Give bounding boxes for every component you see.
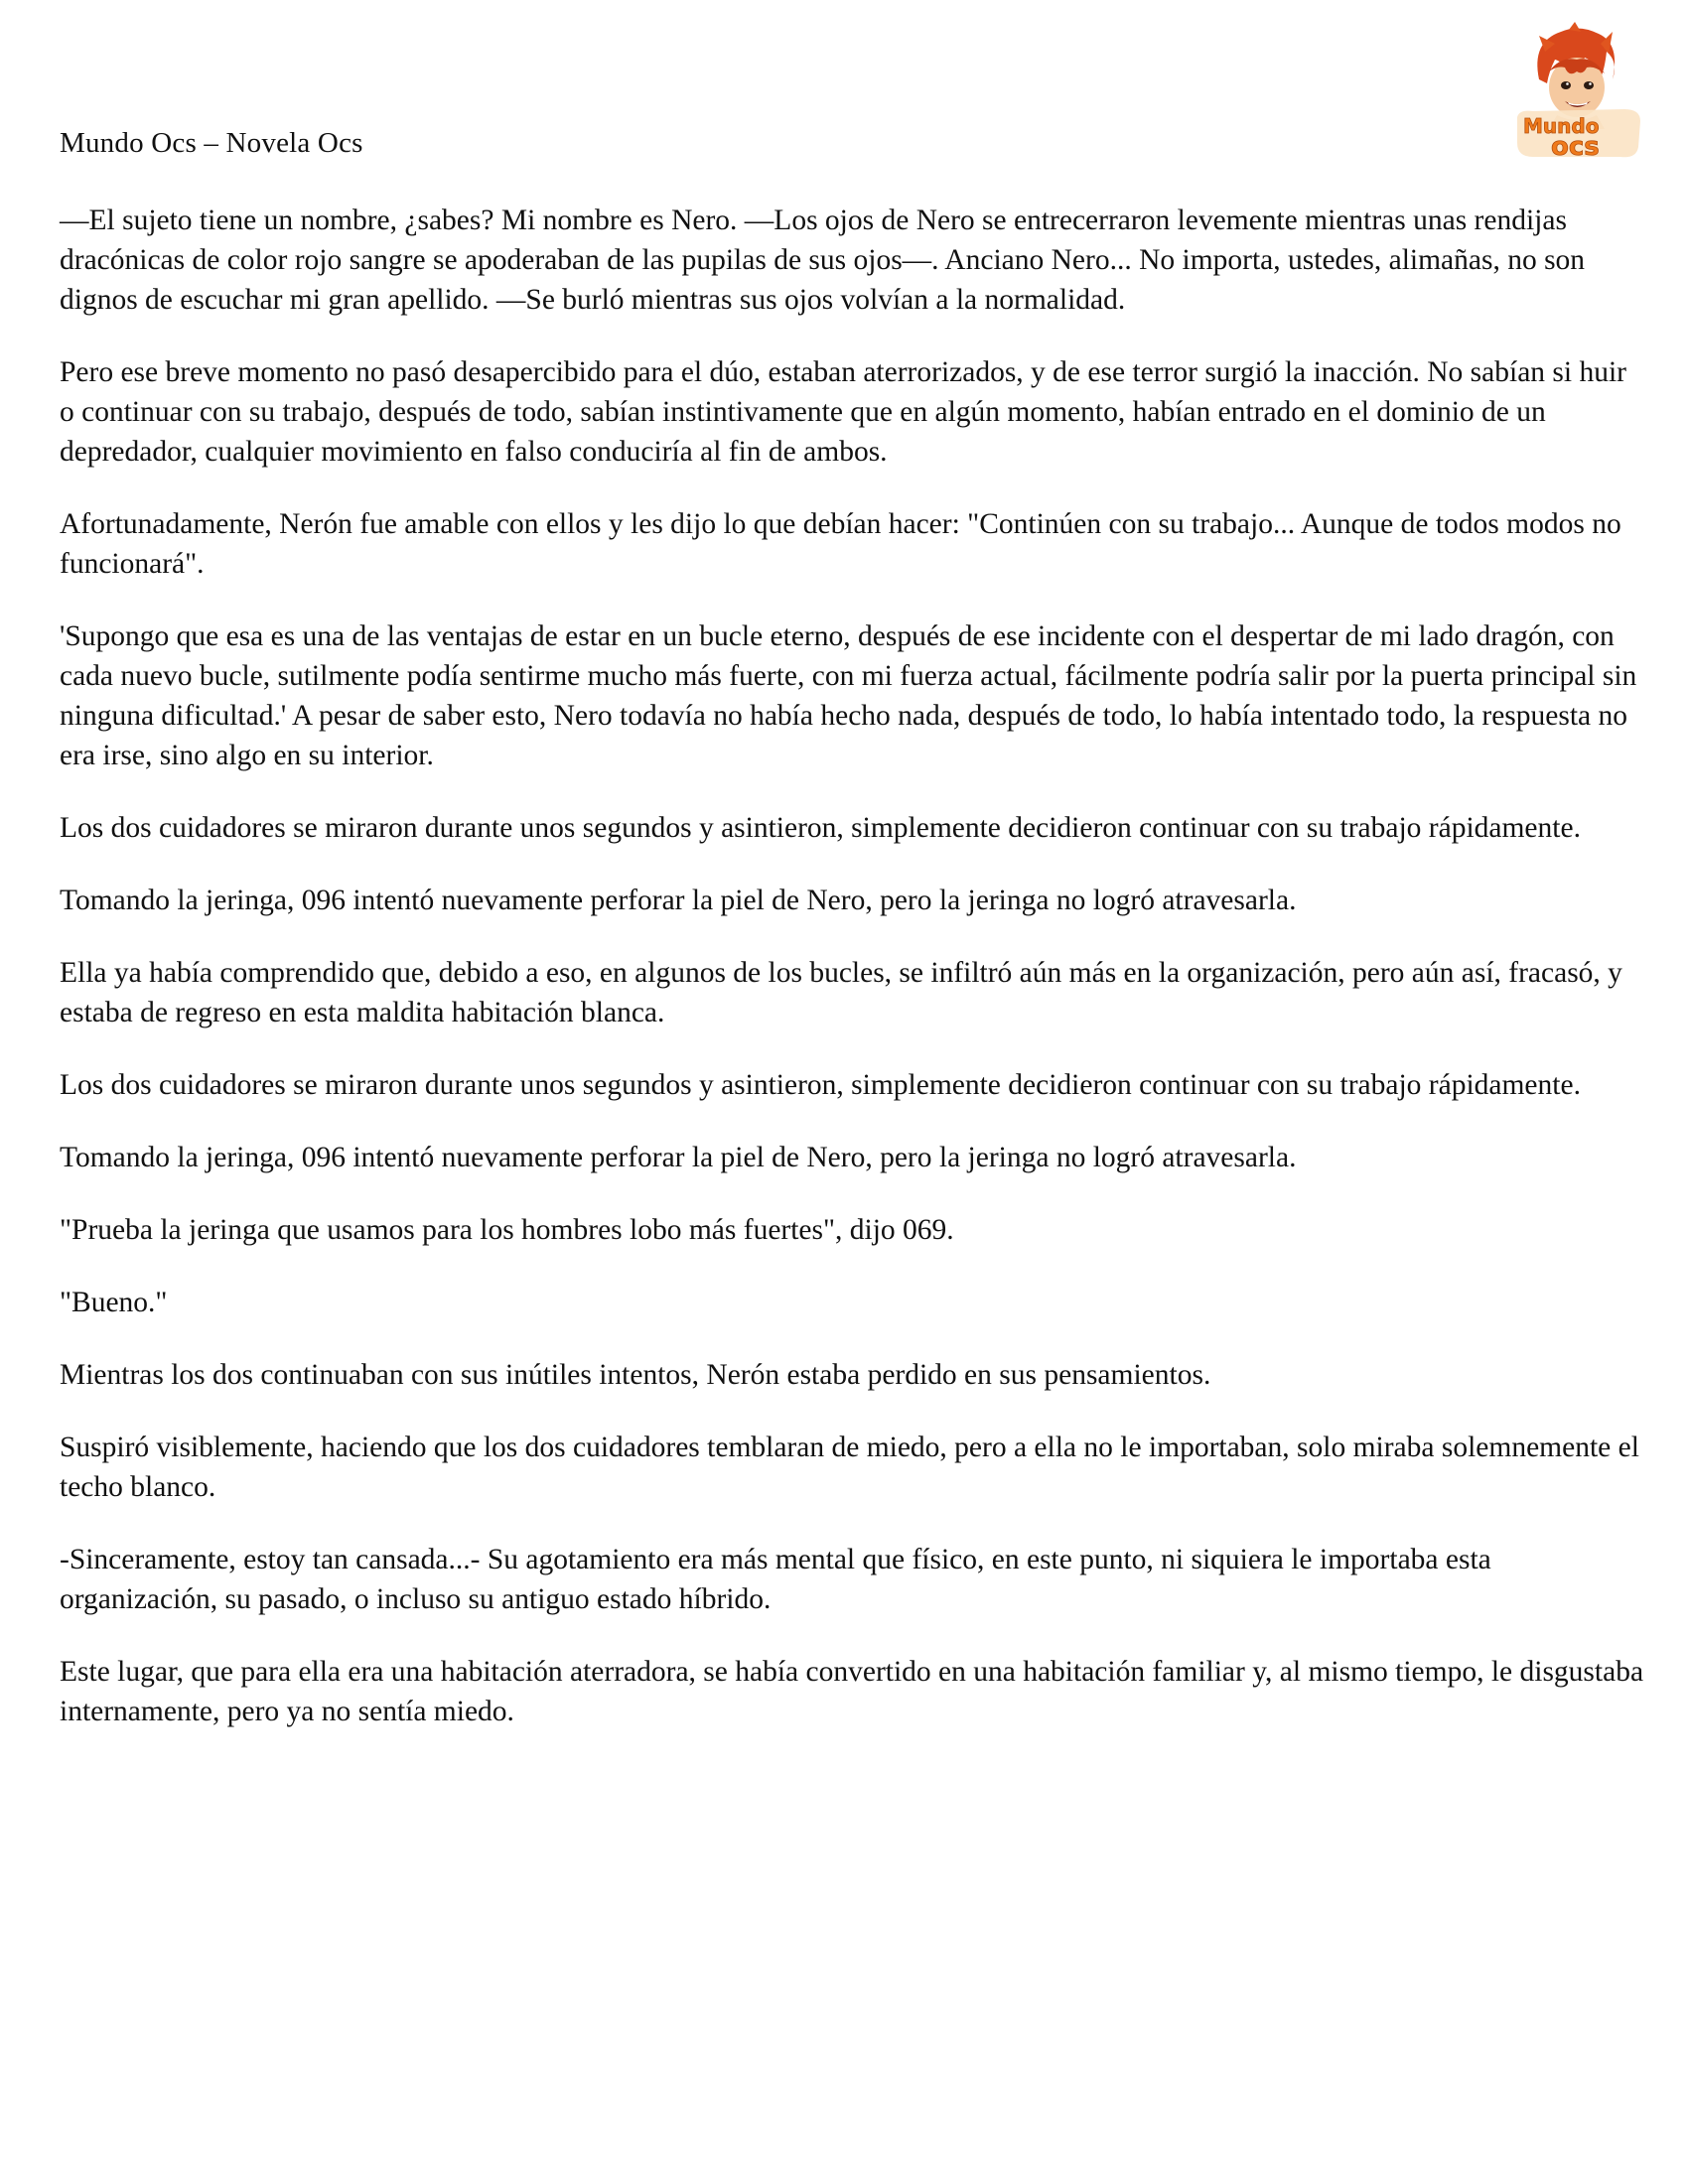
document-body (60, 201, 1648, 1764)
paragraph: Los dos cuidadores se miraron durante unos segundos y asintieron, simplemente decidieron continuar con su trabajo rápidamente. (60, 812, 1581, 844)
paragraph: Ella ya había comprendido que, debido a eso, en algunos de los bucles, se infiltró aún más en la organización, pero aún así, fracasó, y estaba de regreso en esta maldita habitación blanca. (60, 957, 1622, 1028)
paragraph: "Prueba la jeringa que usamos para los hombres lobo más fuertes", dijo 069. (60, 1214, 954, 1246)
paragraph: Pero ese breve momento no pasó desapercibido para el dúo, estaban aterrorizados, y de ese terror surgió la inacción. No sabían si huir o continuar con su trabajo, después de todo, sabían instintivamente que en algún momento, habían entrado en el dominio de un depredador, cualquier movimiento en falso conduciría al fin de ambos. (60, 356, 1626, 468)
paragraph: —El sujeto tiene un nombre, ¿sabes? Mi nombre es Nero. —Los ojos de Nero se entrecerraron levemente mientras unas rendijas dracónicas de color rojo sangre se apoderaban de las pupilas de sus ojos—. Anciano Nero... No importa, ustedes, alimañas, no son dignos de escuchar mi gran apellido. —Se burló mientras sus ojos volvían a la normalidad. (60, 205, 1586, 316)
paragraph: 'Supongo que esa es una de las ventajas de estar en un bucle eterno, después de ese incidente con el despertar de mi lado dragón, con cada nuevo bucle, sutilmente podía sentirme mucho más fuerte, con mi fuerza actual, fácilmente podría salir por la puerta principal sin ninguna dificultad.' A pesar de saber esto, Nero todavía no había hecho nada, después de todo, lo había intentado todo, la respuesta no era irse, sino algo en su interior. (60, 620, 1637, 771)
paragraph: "Bueno." (60, 1287, 168, 1318)
svg-text:ocs: ocs (1551, 132, 1600, 161)
mundo-ocs-logo (1509, 22, 1646, 161)
paragraph: Suspiró visiblemente, haciendo que los dos cuidadores temblaran de miedo, pero a ella no le importaban, solo miraba solemnemente el techo blanco. (60, 1432, 1639, 1503)
page-header: Mundo Ocs – Novela Ocs (60, 127, 363, 159)
svg-text:Mundo: Mundo (1523, 114, 1600, 138)
paragraph: Afortunadamente, Nerón fue amable con ellos y les dijo lo que debían hacer: "Continúen con su trabajo... Aunque de todos modos no funcionará". (60, 508, 1621, 580)
paragraph: -Sinceramente, estoy tan cansada...- Su agotamiento era más mental que físico, en este punto, ni siquiera le importaba esta organización, su pasado, o incluso su antiguo estado híbrido. (60, 1544, 1491, 1615)
paragraph: Este lugar, que para ella era una habitación aterradora, se había convertido en una habitación familiar y, al mismo tiempo, le disgustaba internamente, pero ya no sentía miedo. (60, 1656, 1644, 1727)
paragraph: Los dos cuidadores se miraron durante unos segundos y asintieron, simplemente decidieron continuar con su trabajo rápidamente. (60, 1069, 1581, 1101)
paragraph: Mientras los dos continuaban con sus inútiles intentos, Nerón estaba perdido en sus pensamientos. (60, 1359, 1211, 1391)
mascot-icon (1509, 22, 1646, 161)
paragraph: Tomando la jeringa, 096 intentó nuevamente perforar la piel de Nero, pero la jeringa no logró atravesarla. (60, 885, 1297, 916)
paragraph: Tomando la jeringa, 096 intentó nuevamente perforar la piel de Nero, pero la jeringa no logró atravesarla. (60, 1142, 1297, 1173)
